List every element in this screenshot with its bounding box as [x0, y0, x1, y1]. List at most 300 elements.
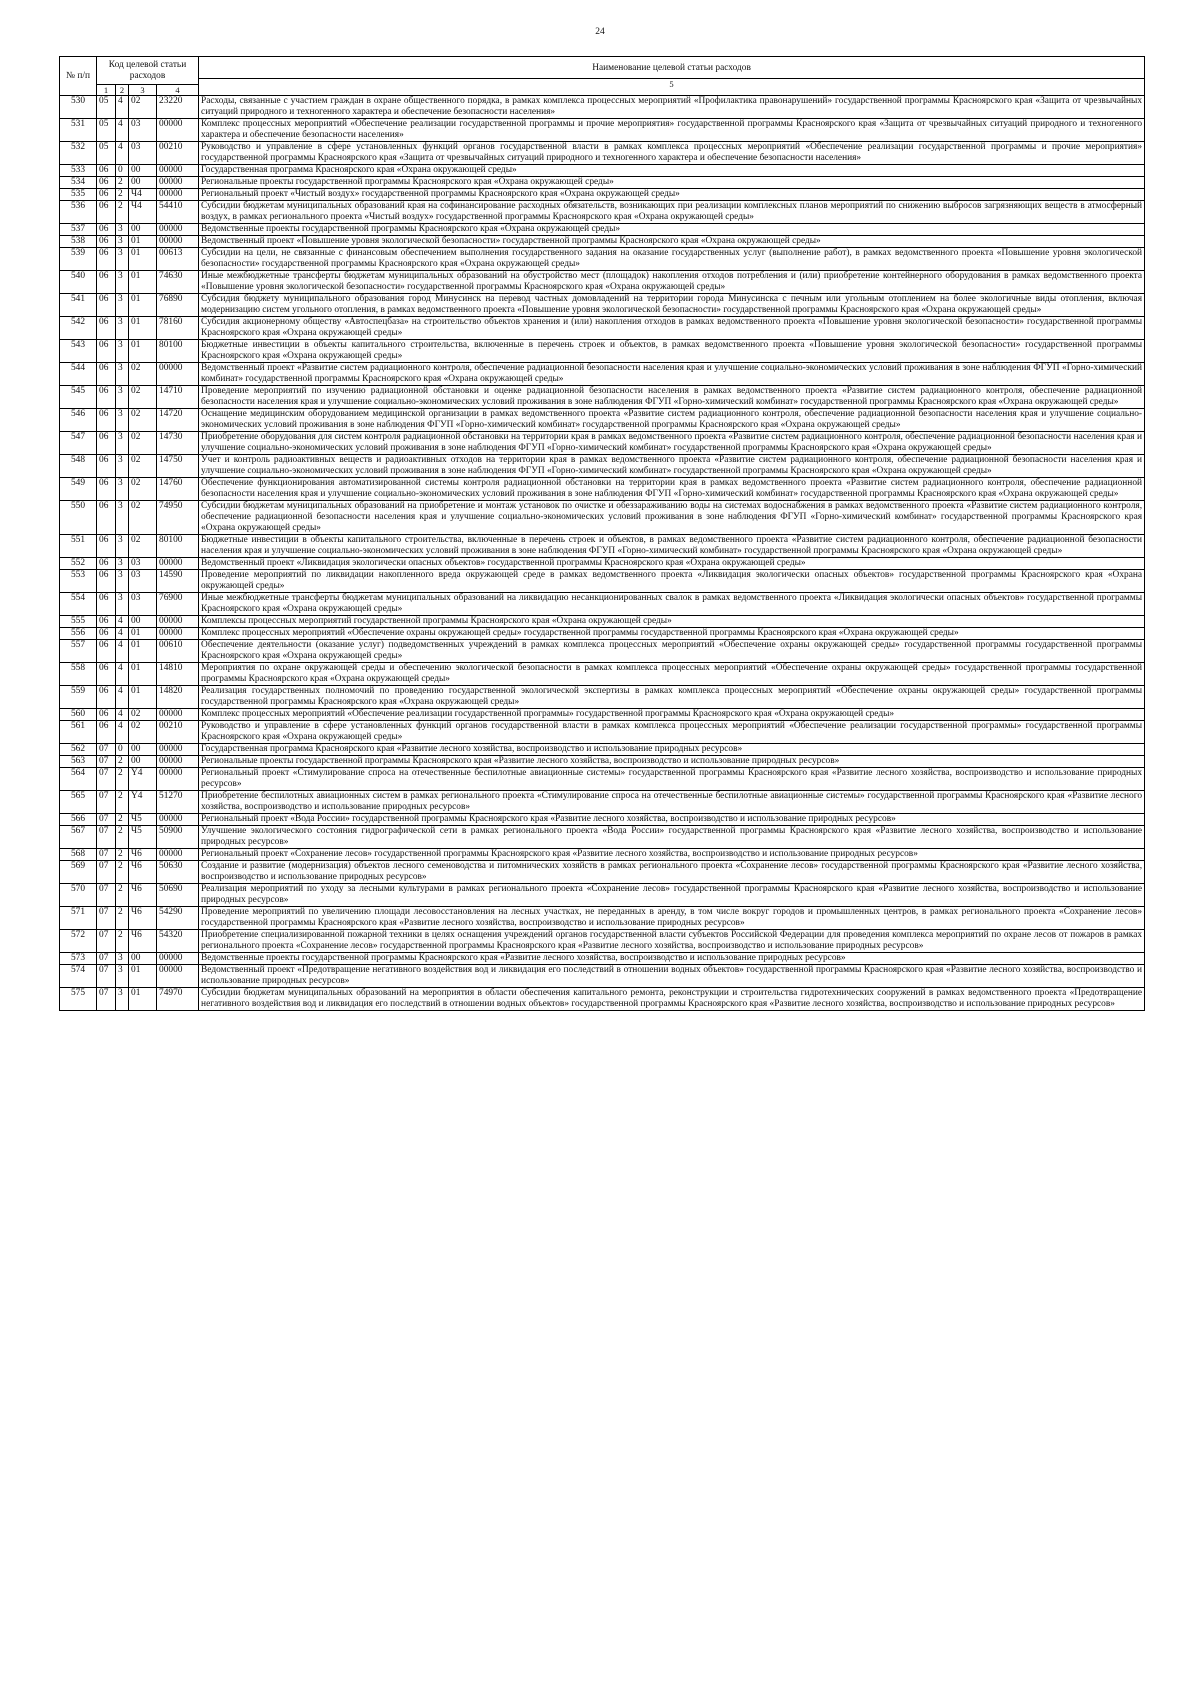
table-row — [60, 96, 1145, 119]
row-number: 547 — [60, 432, 97, 455]
table-row — [60, 744, 1145, 756]
row-number: 551 — [60, 535, 97, 558]
row-name: Улучшение экологического состояния гидрографической сети в рамках регионального проекта «Вода России» государственной программы Красноярского края «Развитие лесного хозяйства, воспроизводство и использование природных ресурсов» — [199, 826, 1145, 849]
row-number: 568 — [60, 849, 97, 861]
table-row — [60, 236, 1145, 248]
row-number: 567 — [60, 826, 97, 849]
table-row — [60, 294, 1145, 317]
table-row — [60, 478, 1145, 501]
code-subprogram: 3 — [116, 363, 129, 386]
row-number: 572 — [60, 930, 97, 953]
code-expense: 14730 — [157, 432, 199, 455]
code-program: 06 — [97, 189, 116, 201]
row-name: Ведомственные проекты государственной программы Красноярского края «Развитие лесного хозяйства, воспроизводство и использование природных ресурсов» — [199, 953, 1145, 965]
code-direction: 02 — [129, 501, 157, 535]
row-name: Субсидии на цели, не связанные с финансовым обеспечением выполнения государственного задания на оказание государственных услуг (выполнение работ), в рамках ведомственного проекта «Повышение уровня экологической безопасности» государственной программы Красноярского края «Охрана окружающей среды» — [199, 248, 1145, 271]
row-name: Учет и контроль радиоактивных веществ и радиоактивных отходов на территории края в рамках ведомственного проекта «Развитие систем радиационного контроля, обеспечение радиационной безопасности населения края и улучшение социально-экономических условий проживания в зоне наблюдения ФГУП «Горно-химический комбинат» государственной программы Красноярского края «Охрана окружающей среды» — [199, 455, 1145, 478]
code-direction: 03 — [129, 570, 157, 593]
row-number: 553 — [60, 570, 97, 593]
table-row — [60, 455, 1145, 478]
code-direction: 02 — [129, 409, 157, 432]
code-expense: 80100 — [157, 535, 199, 558]
row-number: 544 — [60, 363, 97, 386]
code-expense: 00210 — [157, 721, 199, 744]
row-number: 569 — [60, 861, 97, 884]
row-name: Ведомственный проект «Предотвращение негативного воздействия вод и ликвидация его последствий в отношении водных объектов» государственной программы Красноярского края «Развитие лесного хозяйства, воспроизводство и использование природных ресурсов» — [199, 965, 1145, 988]
table-row — [60, 953, 1145, 965]
code-program: 06 — [97, 432, 116, 455]
column-number: 4 — [157, 85, 199, 96]
table-row — [60, 201, 1145, 224]
code-direction: 02 — [129, 386, 157, 409]
code-subprogram: 4 — [116, 142, 129, 165]
code-subprogram: 3 — [116, 570, 129, 593]
row-name: Субсидия бюджету муниципального образования город Минусинск на перевод частных домовладений на территории города Минусинска с печным или угольным отоплением на более экологичные виды отопления, включая модернизацию систем угольного отопления, в рамках ведомственного проекта «Повышение уровня экологической безопасности» государственной программы Красноярского края «Охрана окружающей среды» — [199, 294, 1145, 317]
code-subprogram: 4 — [116, 663, 129, 686]
code-direction: Ч5 — [129, 814, 157, 826]
row-name: Руководство и управление в сфере установленных функций органов государственной власти в рамках комплекса процессных мероприятий «Обеспечение реализации государственной программы» государственной программы Красноярского края «Охрана окружающей среды» — [199, 721, 1145, 744]
code-program: 07 — [97, 756, 116, 768]
table-row — [60, 409, 1145, 432]
table-row — [60, 907, 1145, 930]
code-expense: 74950 — [157, 501, 199, 535]
code-expense: 00000 — [157, 965, 199, 988]
code-expense: 00000 — [157, 756, 199, 768]
row-number: 537 — [60, 224, 97, 236]
code-program: 07 — [97, 930, 116, 953]
row-number: 546 — [60, 409, 97, 432]
table-row — [60, 988, 1145, 1011]
row-name: Ведомственный проект «Повышение уровня экологической безопасности» государственной программы Красноярского края «Охрана окружающей среды» — [199, 236, 1145, 248]
code-program: 06 — [97, 317, 116, 340]
table-row — [60, 814, 1145, 826]
code-direction: 02 — [129, 535, 157, 558]
code-direction: 01 — [129, 340, 157, 363]
code-expense: 00000 — [157, 814, 199, 826]
code-program: 06 — [97, 294, 116, 317]
code-direction: 03 — [129, 558, 157, 570]
code-expense: 51270 — [157, 791, 199, 814]
row-number: 571 — [60, 907, 97, 930]
code-subprogram: 3 — [116, 455, 129, 478]
code-expense: 00000 — [157, 224, 199, 236]
target-items-table — [59, 56, 1145, 1011]
row-name: Региональный проект «Сохранение лесов» государственной программы Красноярского края «Развитие лесного хозяйства, воспроизводство и использование природных ресурсов» — [199, 849, 1145, 861]
row-name: Региональный проект «Стимулирование спроса на отечественные беспилотные авиационные системы» государственной программы Красноярского края «Развитие лесного хозяйства, воспроизводство и использование природных ресурсов» — [199, 768, 1145, 791]
column-number: 1 — [97, 85, 116, 96]
row-name: Субсидии бюджетам муниципальных образований на мероприятия в области обеспечения капитального ремонта, реконструкции и строительства гидротехнических сооружений в рамках ведомственного проекта «Предотвращение негативного воздействия вод и ликвидация его последствий в отношении водных объектов» государственной программы Красноярского края «Развитие лесного хозяйства, воспроизводство и использование природных ресурсов» — [199, 988, 1145, 1011]
row-number: 533 — [60, 165, 97, 177]
code-subprogram: 3 — [116, 501, 129, 535]
code-subprogram: 4 — [116, 96, 129, 119]
code-direction: 01 — [129, 628, 157, 640]
code-program: 06 — [97, 558, 116, 570]
table-row — [60, 686, 1145, 709]
table-row — [60, 558, 1145, 570]
code-direction: 00 — [129, 165, 157, 177]
code-expense: 74630 — [157, 271, 199, 294]
table-row — [60, 791, 1145, 814]
row-name: Реализация государственных полномочий по проведению государственной экологической экспертизы в рамках комплекса процессных мероприятий «Обеспечение охраны окружающей среды» государственной программы государственной программы Красноярского края «Охрана окружающей среды» — [199, 686, 1145, 709]
row-number: 565 — [60, 791, 97, 814]
row-name: Субсидии бюджетам муниципальных образований на приобретение и монтаж установок по очистке и обеззараживанию воды на системах водоснабжения в рамках ведомственного проекта «Развитие систем радиационного контроля, обеспечение радиационной безопасности населения края и улучшение социально-экономических условий проживания в зоне наблюдения ФГУП «Горно-химический комбинат» государственной программы Красноярского края «Охрана окружающей среды» — [199, 501, 1145, 535]
row-number: 550 — [60, 501, 97, 535]
code-direction: 02 — [129, 455, 157, 478]
code-subprogram: 3 — [116, 593, 129, 616]
code-subprogram: 2 — [116, 930, 129, 953]
code-subprogram: 2 — [116, 814, 129, 826]
code-program: 07 — [97, 744, 116, 756]
code-subprogram: 3 — [116, 409, 129, 432]
code-program: 06 — [97, 455, 116, 478]
row-name: Региональный проект «Вода России» государственной программы Красноярского края «Развитие лесного хозяйства, воспроизводство и использование природных ресурсов» — [199, 814, 1145, 826]
header-code-group: Код целевой статьи расходов — [97, 57, 199, 85]
row-name: Проведение мероприятий по увеличению площади лесовосстановления на лесных участках, не переданных в аренду, в том числе вокруг городов и промышленных центров, в рамках регионального проекта «Сохранение лесов» государственной программы Красноярского края «Развитие лесного хозяйства, воспроизводство и использование природных ресурсов» — [199, 907, 1145, 930]
row-number: 540 — [60, 271, 97, 294]
code-program: 06 — [97, 340, 116, 363]
row-number: 549 — [60, 478, 97, 501]
code-subprogram: 2 — [116, 849, 129, 861]
row-name: Расходы, связанные с участием граждан в охране общественного порядка, в рамках комплекса процессных мероприятий «Профилактика правонарушений» государственной программы Красноярского края «Защита от чрезвычайных ситуаций природного и техногенного характера и обеспечение безопасности населения» — [199, 96, 1145, 119]
code-direction: 02 — [129, 363, 157, 386]
code-expense: 00000 — [157, 363, 199, 386]
code-direction: Y4 — [129, 791, 157, 814]
code-expense: 00000 — [157, 558, 199, 570]
code-program: 06 — [97, 201, 116, 224]
code-program: 06 — [97, 570, 116, 593]
code-program: 06 — [97, 628, 116, 640]
row-number: 543 — [60, 340, 97, 363]
row-number: 556 — [60, 628, 97, 640]
code-expense: 00000 — [157, 628, 199, 640]
row-name: Создание и развитие (модернизация) объектов лесного семеноводства и питомнических хозяйств в рамках регионального проекта «Сохранение лесов» государственной программы Красноярского края «Развитие лесного хозяйства, воспроизводство и использование природных ресурсов» — [199, 861, 1145, 884]
row-name: Комплекс процессных мероприятий «Обеспечение реализации государственной программы и прочие мероприятия» государственной программы Красноярского края «Защита от чрезвычайных ситуаций природного и техногенного характера и обеспечение безопасности населения» — [199, 119, 1145, 142]
code-program: 06 — [97, 616, 116, 628]
code-expense: 00000 — [157, 177, 199, 189]
code-subprogram: 2 — [116, 791, 129, 814]
code-expense: 00000 — [157, 119, 199, 142]
table-row — [60, 930, 1145, 953]
table-row — [60, 535, 1145, 558]
row-number: 574 — [60, 965, 97, 988]
code-subprogram: 3 — [116, 953, 129, 965]
code-expense: 00000 — [157, 744, 199, 756]
code-direction: 01 — [129, 294, 157, 317]
code-expense: 00610 — [157, 640, 199, 663]
code-subprogram: 3 — [116, 535, 129, 558]
row-number: 560 — [60, 709, 97, 721]
code-subprogram: 4 — [116, 709, 129, 721]
code-direction: 01 — [129, 686, 157, 709]
column-number: 3 — [129, 85, 157, 96]
table-row — [60, 616, 1145, 628]
row-number: 548 — [60, 455, 97, 478]
code-program: 07 — [97, 814, 116, 826]
code-direction: 00 — [129, 953, 157, 965]
code-program: 06 — [97, 386, 116, 409]
row-name: Иные межбюджетные трансферты бюджетам муниципальных образований на ликвидацию несанкционированных свалок в рамках ведомственного проекта «Ликвидация экологически опасных объектов» государственной программы Красноярского края «Охрана окружающей среды» — [199, 593, 1145, 616]
code-direction: 02 — [129, 96, 157, 119]
code-program: 06 — [97, 224, 116, 236]
page-number: 24 — [595, 27, 605, 37]
code-program: 07 — [97, 861, 116, 884]
code-expense: 00000 — [157, 165, 199, 177]
code-expense: 78160 — [157, 317, 199, 340]
table-row — [60, 224, 1145, 236]
code-expense: 76890 — [157, 294, 199, 317]
row-number: 566 — [60, 814, 97, 826]
code-expense: 54410 — [157, 201, 199, 224]
row-name: Руководство и управление в сфере установленных функций органов государственной власти в рамках комплекса процессных мероприятий «Обеспечение реализации государственной программы и прочие мероприятия» государственной программы Красноярского края «Защита от чрезвычайных ситуаций природного и техногенного характера и обеспечение безопасности населения» — [199, 142, 1145, 165]
code-program: 06 — [97, 363, 116, 386]
code-program: 06 — [97, 409, 116, 432]
row-number: 534 — [60, 177, 97, 189]
code-program: 07 — [97, 907, 116, 930]
code-direction: Ч6 — [129, 930, 157, 953]
code-program: 06 — [97, 501, 116, 535]
row-name: Бюджетные инвестиции в объекты капитального строительства, включенные в перечень строек и объектов, в рамках ведомственного проекта «Повышение уровня экологической безопасности» государственной программы Красноярского края «Охрана окружающей среды» — [199, 340, 1145, 363]
row-name: Приобретение специализированной пожарной техники в целях оснащения учреждений органов государственной власти субъектов Российской Федерации для проведения комплекса мероприятий по охране лесов от пожаров в рамках регионального проекта «Сохранение лесов» государственной программы Красноярского края «Развитие лесного хозяйства, воспроизводство и использование природных ресурсов» — [199, 930, 1145, 953]
code-program: 07 — [97, 791, 116, 814]
code-direction: 02 — [129, 432, 157, 455]
table-row — [60, 768, 1145, 791]
code-direction: 02 — [129, 721, 157, 744]
code-program: 06 — [97, 709, 116, 721]
code-expense: 50690 — [157, 884, 199, 907]
code-direction: Ч6 — [129, 861, 157, 884]
code-expense: 23220 — [157, 96, 199, 119]
row-name: Мероприятия по охране окружающей среды и обеспечению экологической безопасности в рамках комплекса процессных мероприятий «Обеспечение охраны окружающей среды» государственной программы государственной программы Красноярского края «Охрана окружающей среды» — [199, 663, 1145, 686]
table-row — [60, 248, 1145, 271]
table-row — [60, 709, 1145, 721]
row-name: Обеспечение деятельности (оказание услуг) подведомственных учреждений в рамках комплекса процессных мероприятий «Обеспечение охраны окружающей среды» государственной программы государственной программы Красноярского края «Охрана окружающей среды» — [199, 640, 1145, 663]
row-name: Приобретение оборудования для систем контроля радиационной обстановки на территории края в рамках ведомственного проекта «Развитие систем радиационного контроля, обеспечение радиационной безопасности населения края и улучшение социально-экономических условий проживания в зоне наблюдения ФГУП «Горно-химический комбинат» государственной программы Красноярского края «Охрана окружающей среды» — [199, 432, 1145, 455]
row-name: Обеспечение функционирования автоматизированной системы контроля радиационной обстановки на территории края в рамках ведомственного проекта «Развитие систем радиационного контроля, обеспечение радиационной безопасности населения края и улучшение социально-экономических условий проживания в зоне наблюдения ФГУП «Горно-химический комбинат» государственной программы Красноярского края «Охрана окружающей среды» — [199, 478, 1145, 501]
row-number: 536 — [60, 201, 97, 224]
row-number: 538 — [60, 236, 97, 248]
table-row — [60, 640, 1145, 663]
row-name: Государственная программа Красноярского края «Охрана окружающей среды» — [199, 165, 1145, 177]
table-row — [60, 340, 1145, 363]
table-row — [60, 317, 1145, 340]
code-direction: 02 — [129, 709, 157, 721]
code-subprogram: 0 — [116, 165, 129, 177]
code-expense: 00000 — [157, 709, 199, 721]
row-number: 541 — [60, 294, 97, 317]
header-num: № п/п — [60, 57, 97, 96]
code-subprogram: 3 — [116, 386, 129, 409]
row-name: Ведомственный проект «Ликвидация экологически опасных объектов» государственной программы Красноярского края «Охрана окружающей среды» — [199, 558, 1145, 570]
code-direction: Ч4 — [129, 201, 157, 224]
code-subprogram: 3 — [116, 478, 129, 501]
table-row — [60, 628, 1145, 640]
table-row — [60, 432, 1145, 455]
code-expense: 14720 — [157, 409, 199, 432]
row-number: 559 — [60, 686, 97, 709]
code-subprogram: 2 — [116, 768, 129, 791]
code-direction: 01 — [129, 248, 157, 271]
code-direction: 01 — [129, 317, 157, 340]
code-expense: 00000 — [157, 236, 199, 248]
code-subprogram: 3 — [116, 317, 129, 340]
code-program: 06 — [97, 165, 116, 177]
code-expense: 14590 — [157, 570, 199, 593]
row-name: Государственная программа Красноярского края «Развитие лесного хозяйства, воспроизводство и использование природных ресурсов» — [199, 744, 1145, 756]
code-expense: 54290 — [157, 907, 199, 930]
code-direction: 01 — [129, 988, 157, 1011]
row-number: 564 — [60, 768, 97, 791]
table-row — [60, 570, 1145, 593]
code-program: 06 — [97, 236, 116, 248]
code-subprogram: 4 — [116, 119, 129, 142]
code-expense: 00000 — [157, 953, 199, 965]
code-program: 06 — [97, 535, 116, 558]
row-number: 570 — [60, 884, 97, 907]
row-number: 555 — [60, 616, 97, 628]
code-direction: 00 — [129, 177, 157, 189]
code-expense: 80100 — [157, 340, 199, 363]
code-program: 06 — [97, 478, 116, 501]
table-row — [60, 849, 1145, 861]
code-program: 05 — [97, 142, 116, 165]
row-number: 562 — [60, 744, 97, 756]
row-name: Проведение мероприятий по изучению радиационной обстановки и оценке радиационной безопасности населения в рамках ведомственного проекта «Развитие систем радиационного контроля, обеспечение радиационной безопасности населения края и улучшение социально-экономических условий проживания в зоне наблюдения ФГУП «Горно-химический комбинат» государственной программы Красноярского края «Охрана окружающей среды» — [199, 386, 1145, 409]
row-number: 552 — [60, 558, 97, 570]
code-expense: 50630 — [157, 861, 199, 884]
code-expense: 00210 — [157, 142, 199, 165]
code-direction: 01 — [129, 663, 157, 686]
code-direction: Ч4 — [129, 189, 157, 201]
code-expense: 14820 — [157, 686, 199, 709]
row-number: 530 — [60, 96, 97, 119]
table-body — [60, 96, 1145, 1011]
code-subprogram: 3 — [116, 988, 129, 1011]
table-row — [60, 119, 1145, 142]
table-row — [60, 501, 1145, 535]
code-expense: 00000 — [157, 189, 199, 201]
code-subprogram: 3 — [116, 965, 129, 988]
code-program: 07 — [97, 988, 116, 1011]
code-direction: 00 — [129, 756, 157, 768]
code-direction: Ч6 — [129, 907, 157, 930]
code-subprogram: 2 — [116, 884, 129, 907]
code-expense: 54320 — [157, 930, 199, 953]
code-subprogram: 0 — [116, 744, 129, 756]
code-subprogram: 2 — [116, 177, 129, 189]
code-program: 06 — [97, 721, 116, 744]
row-name: Ведомственные проекты государственной программы Красноярского края «Охрана окружающей среды» — [199, 224, 1145, 236]
code-expense: 14810 — [157, 663, 199, 686]
code-expense: 76900 — [157, 593, 199, 616]
code-direction: 01 — [129, 271, 157, 294]
table-row — [60, 165, 1145, 177]
row-name: Комплекс процессных мероприятий «Обеспечение реализации государственной программы» государственной программы Красноярского края «Охрана окружающей среды» — [199, 709, 1145, 721]
table-row — [60, 189, 1145, 201]
row-number: 542 — [60, 317, 97, 340]
code-subprogram: 4 — [116, 628, 129, 640]
code-direction: Ч5 — [129, 826, 157, 849]
code-subprogram: 2 — [116, 201, 129, 224]
table-row — [60, 721, 1145, 744]
code-program: 06 — [97, 640, 116, 663]
row-name: Региональные проекты государственной программы Красноярского края «Развитие лесного хозяйства, воспроизводство и использование природных ресурсов» — [199, 756, 1145, 768]
row-name: Оснащение медицинским оборудованием медицинской организации в рамках ведомственного проекта «Развитие систем радиационного контроля, обеспечение радиационной безопасности населения края и улучшение социально-экономических условий проживания в зоне наблюдения ФГУП «Горно-химический комбинат» государственной программы Красноярского края «Охрана окружающей среды» — [199, 409, 1145, 432]
table-row — [60, 663, 1145, 686]
row-number: 531 — [60, 119, 97, 142]
table-row — [60, 756, 1145, 768]
code-subprogram: 4 — [116, 686, 129, 709]
code-subprogram: 4 — [116, 640, 129, 663]
table-row — [60, 271, 1145, 294]
code-expense: 50900 — [157, 826, 199, 849]
code-expense: 00000 — [157, 616, 199, 628]
code-subprogram: 3 — [116, 432, 129, 455]
code-subprogram: 2 — [116, 756, 129, 768]
code-program: 07 — [97, 849, 116, 861]
code-program: 06 — [97, 248, 116, 271]
code-program: 06 — [97, 593, 116, 616]
code-direction: 01 — [129, 965, 157, 988]
row-number: 535 — [60, 189, 97, 201]
table-row — [60, 861, 1145, 884]
code-direction: 03 — [129, 119, 157, 142]
column-number: 5 — [199, 78, 1144, 89]
code-expense: 14760 — [157, 478, 199, 501]
code-program: 06 — [97, 177, 116, 189]
code-direction: 02 — [129, 478, 157, 501]
table-row — [60, 386, 1145, 409]
code-direction: 00 — [129, 744, 157, 756]
row-name: Комплексы процессных мероприятий государственной программы Красноярского края «Охрана окружающей среды» — [199, 616, 1145, 628]
row-number: 575 — [60, 988, 97, 1011]
row-name: Комплекс процессных мероприятий «Обеспечение охраны окружающей среды» государственной программы государственной программы Красноярского края «Охрана окружающей среды» — [199, 628, 1145, 640]
code-program: 07 — [97, 953, 116, 965]
code-program: 06 — [97, 686, 116, 709]
code-subprogram: 2 — [116, 189, 129, 201]
row-number: 557 — [60, 640, 97, 663]
code-subprogram: 3 — [116, 294, 129, 317]
table-header-row — [60, 57, 1145, 85]
code-subprogram: 2 — [116, 907, 129, 930]
row-number: 563 — [60, 756, 97, 768]
table-row — [60, 363, 1145, 386]
row-name: Ведомственный проект «Развитие систем радиационного контроля, обеспечение радиационной безопасности населения края и улучшение социально-экономических условий проживания в зоне наблюдения ФГУП «Горно-химический комбинат» государственной программы Красноярского края «Охрана окружающей среды» — [199, 363, 1145, 386]
code-program: 07 — [97, 826, 116, 849]
code-program: 05 — [97, 119, 116, 142]
row-number: 554 — [60, 593, 97, 616]
row-name: Субсидии бюджетам муниципальных образований края на софинансирование расходных обязательств, возникающих при реализации комплексных планов мероприятий по снижению выбросов загрязняющих веществ в атмосферный воздух, в рамках регионального проекта «Чистый воздух» государственной программы Красноярского края «Охрана окружающей среды» — [199, 201, 1145, 224]
code-program: 07 — [97, 965, 116, 988]
code-subprogram: 3 — [116, 558, 129, 570]
code-direction: Y4 — [129, 768, 157, 791]
table-row — [60, 826, 1145, 849]
row-number: 532 — [60, 142, 97, 165]
row-name: Реализация мероприятий по уходу за лесными культурами в рамках регионального проекта «Сохранение лесов» государственной программы Красноярского края «Развитие лесного хозяйства, воспроизводство и использование природных ресурсов» — [199, 884, 1145, 907]
row-number: 545 — [60, 386, 97, 409]
code-expense: 00000 — [157, 849, 199, 861]
code-expense: 74970 — [157, 988, 199, 1011]
code-subprogram: 4 — [116, 616, 129, 628]
row-name: Региональный проект «Чистый воздух» государственной программы Красноярского края «Охрана окружающей среды» — [199, 189, 1145, 201]
row-name: Проведение мероприятий по ликвидации накопленного вреда окружающей среде в рамках ведомственного проекта «Ликвидация экологически опасных объектов» государственной программы Красноярского края «Охрана окружающей среды» — [199, 570, 1145, 593]
code-program: 05 — [97, 96, 116, 119]
code-direction: 01 — [129, 236, 157, 248]
code-program: 06 — [97, 663, 116, 686]
table-row — [60, 884, 1145, 907]
code-subprogram: 3 — [116, 236, 129, 248]
row-name: Региональные проекты государственной программы Красноярского края «Охрана окружающей среды» — [199, 177, 1145, 189]
row-number: 558 — [60, 663, 97, 686]
